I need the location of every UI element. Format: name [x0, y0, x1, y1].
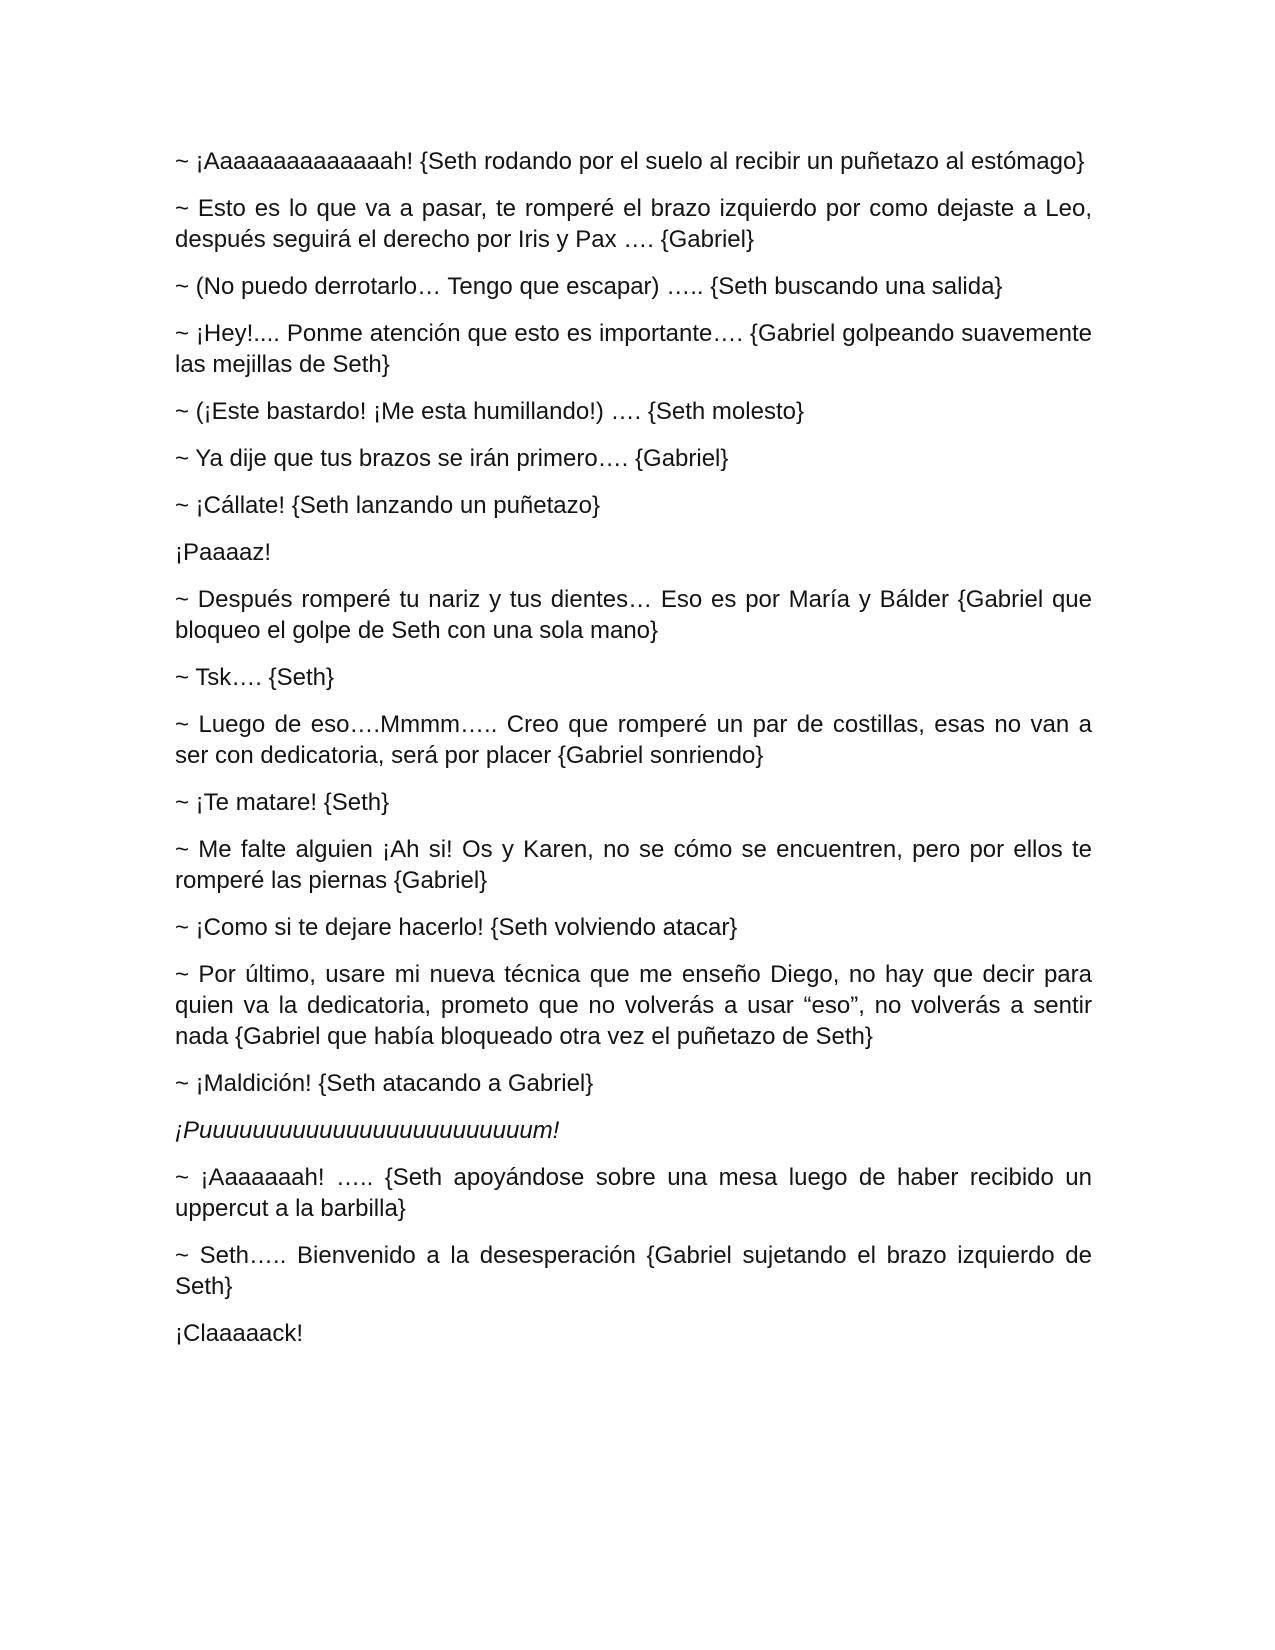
document-page: [175, 146, 1092, 1365]
paragraph-6: ~ Ya dije que tus brazos se irán primero…. {Gabriel}: [175, 445, 729, 472]
paragraph-9: ~ Después romperé tu nariz y tus dientes… Eso es por María y Bálder {Gabriel que bloqueo el golpe de Seth con una sola mano}: [175, 586, 1092, 644]
paragraph-11: ~ Luego de eso….Mmmm….. Creo que romperé un par de costillas, esas no van a ser con dedicatoria, será por placer {Gabriel sonriendo}: [175, 711, 1092, 769]
paragraph-12: ~ ¡Te matare! {Seth}: [175, 789, 390, 816]
paragraph-19: ~ Seth….. Bienvenido a la desesperación {Gabriel sujetando el brazo izquierdo de Seth}: [175, 1242, 1092, 1300]
paragraph-1: ~ ¡Aaaaaaaaaaaaaah! {Seth rodando por el suelo al recibir un puñetazo al estómago}: [175, 148, 1085, 175]
sound-effect-3: ¡Claaaaack!: [175, 1320, 304, 1347]
paragraph-5: ~ (¡Este bastardo! ¡Me esta humillando!) …. {Seth molesto}: [175, 398, 804, 425]
paragraph-14: ~ ¡Como si te dejare hacerlo! {Seth volviendo atacar}: [175, 914, 738, 941]
paragraph-7: ~ ¡Cállate! {Seth lanzando un puñetazo}: [175, 492, 600, 519]
paragraph-4: ~ ¡Hey!.... Ponme atención que esto es importante…. {Gabriel golpeando suavemente las mejillas de Seth}: [175, 320, 1092, 378]
sound-effect-1: ¡Paaaaz!: [175, 539, 272, 566]
paragraph-18: ~ ¡Aaaaaaah! ….. {Seth apoyándose sobre una mesa luego de haber recibido un uppercut a la barbilla}: [175, 1164, 1092, 1222]
paragraph-3: ~ (No puedo derrotarlo… Tengo que escapar) ….. {Seth buscando una salida}: [175, 273, 1003, 300]
paragraph-16: ~ ¡Maldición! {Seth atacando a Gabriel}: [175, 1070, 594, 1097]
paragraph-13: ~ Me falte alguien ¡Ah si! Os y Karen, no se cómo se encuentren, pero por ellos te romperé las piernas {Gabriel}: [175, 836, 1092, 894]
sound-effect-2: ¡Puuuuuuuuuuuuuuuuuuuuuuuuum!: [175, 1117, 560, 1144]
paragraph-15: ~ Por último, usare mi nueva técnica que me enseño Diego, no hay que decir para quien va la dedicatoria, prometo que no volverás a usar “eso”, no volverás a sentir nada {Gabriel que había bloqueado otra vez el puñetazo de Seth}: [175, 961, 1092, 1050]
paragraph-10: ~ Tsk…. {Seth}: [175, 664, 334, 691]
paragraph-2: ~ Esto es lo que va a pasar, te romperé el brazo izquierdo por como dejaste a Leo, después seguirá el derecho por Iris y Pax …. {Gabriel}: [175, 195, 1092, 253]
